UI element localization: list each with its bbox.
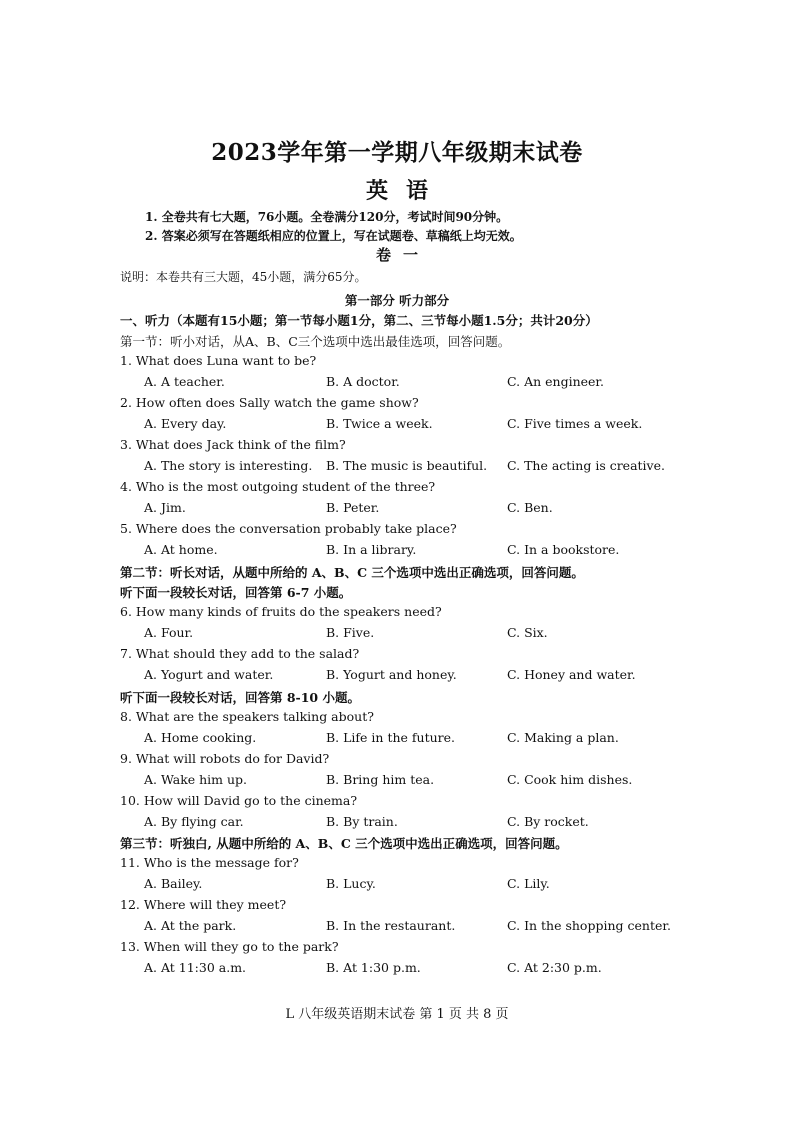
question-8-option-c: C. Making a plan.: [507, 730, 619, 745]
question-5-option-a: A. At home.: [144, 542, 218, 557]
exam-note-1: 1. 全卷共有七大题，76小题。全卷满分120分，考试时间90分钟。: [145, 210, 509, 224]
question-2-option-c: C. Five times a week.: [507, 416, 643, 431]
question-2-option-b: B. Twice a week.: [326, 416, 433, 431]
question-8-option-a: A. Home cooking.: [144, 730, 257, 745]
question-2: 2. How often does Sally watch the game show?: [120, 395, 419, 410]
question-10-option-a: A. By flying car.: [144, 814, 244, 829]
question-4-option-b: B. Peter.: [326, 500, 380, 515]
section2-instruction: 第二节：听长对话，从题中所给的 A、B、C 三个选项中选出正确选项，回答问题。: [120, 565, 584, 580]
question-3-option-c: C. The acting is creative.: [507, 458, 665, 473]
question-10: 10. How will David go to the cinema?: [120, 793, 358, 808]
question-12-option-c: C. In the shopping center.: [507, 918, 671, 933]
volume-explanation: 说明：本卷共有三大题，45小题，满分65分。: [120, 270, 367, 284]
question-13-option-a: A. At 11:30 a.m.: [144, 960, 247, 975]
exam-note-2: 2. 答案必须写在答题纸相应的位置上，写在试题卷、草稿纸上均无效。: [145, 229, 522, 243]
listening-heading: [120, 311, 598, 329]
subject-title: 英语: [365, 178, 446, 204]
question-3-option-a: A. The story is interesting.: [144, 458, 313, 473]
question-1: 1. What does Luna want to be?: [120, 353, 317, 368]
question-7-option-b: B. Yogurt and honey.: [326, 667, 457, 682]
question-10-option-b: B. By train.: [326, 814, 398, 829]
question-5-option-c: C. In a bookstore.: [507, 542, 620, 557]
question-10-option-c: C. By rocket.: [507, 814, 589, 829]
question-4-option-c: C. Ben.: [507, 500, 553, 515]
question-12: 12. Where will they meet?: [120, 897, 287, 912]
section3-instruction: 第三节：听独白, 从题中所给的 A、B、C 三个选项中选出正确选项，回答问题。: [120, 836, 568, 851]
question-9-option-c: C. Cook him dishes.: [507, 772, 633, 787]
question-11-option-a: A. Bailey.: [144, 876, 203, 891]
section2-subinstruction-2: 听下面一段较长对话，回答第 8-10 小题。: [120, 690, 360, 705]
question-1-option-a: A. A teacher.: [144, 374, 225, 389]
page-footer: L 八年级英语期末试卷 第 1 页 共 8 页: [285, 1007, 509, 1022]
question-6: 6. How many kinds of fruits do the speakers need?: [120, 604, 442, 619]
question-3: 3. What does Jack think of the film?: [120, 437, 346, 452]
question-4-option-a: A. Jim.: [144, 500, 186, 515]
question-8: 8. What are the speakers talking about?: [120, 709, 374, 724]
section1-instruction: 第一节：听小对话，从A、B、C三个选项中选出最佳选项，回答问题。: [120, 334, 511, 349]
question-9-option-b: B. Bring him tea.: [326, 772, 435, 787]
question-5-option-b: B. In a library.: [326, 542, 417, 557]
question-7: 7. What should they add to the salad?: [120, 646, 360, 661]
question-13-option-c: C. At 2:30 p.m.: [507, 960, 602, 975]
question-1-option-c: C. An engineer.: [507, 374, 604, 389]
volume-title: 卷一: [375, 246, 430, 264]
part-title: 第一部分 听力部分: [344, 293, 450, 308]
listening-heading-text: 一、听力（本题有15小题；第一节每小题1分，第二、三节每小题1.5分；共计20分）: [120, 313, 598, 328]
question-6-option-c: C. Six.: [507, 625, 548, 640]
question-11-option-b: B. Lucy.: [326, 876, 376, 891]
question-6-option-a: A. Four.: [144, 625, 194, 640]
question-4: 4. Who is the most outgoing student of the three?: [120, 479, 436, 494]
question-7-option-c: C. Honey and water.: [507, 667, 636, 682]
question-9-option-a: A. Wake him up.: [144, 772, 248, 787]
question-3-option-b: B. The music is beautiful.: [326, 458, 488, 473]
question-6-option-b: B. Five.: [326, 625, 375, 640]
question-13-option-b: B. At 1:30 p.m.: [326, 960, 421, 975]
question-9: 9. What will robots do for David?: [120, 751, 330, 766]
question-5: 5. Where does the conversation probably take place?: [120, 521, 457, 536]
question-7-option-a: A. Yogurt and water.: [144, 667, 274, 682]
section2-subinstruction-1: 听下面一段较长对话，回答第 6-7 小题。: [120, 585, 352, 600]
question-11-option-c: C. Lily.: [507, 876, 550, 891]
question-2-option-a: A. Every day.: [144, 416, 227, 431]
question-8-option-b: B. Life in the future.: [326, 730, 455, 745]
question-11: 11. Who is the message for?: [120, 855, 299, 870]
exam-title: 2023学年第一学期八年级期末试卷: [211, 139, 583, 166]
question-1-option-b: B. A doctor.: [326, 374, 400, 389]
question-12-option-a: A. At the park.: [144, 918, 237, 933]
question-13: 13. When will they go to the park?: [120, 939, 339, 954]
question-12-option-b: B. In the restaurant.: [326, 918, 456, 933]
